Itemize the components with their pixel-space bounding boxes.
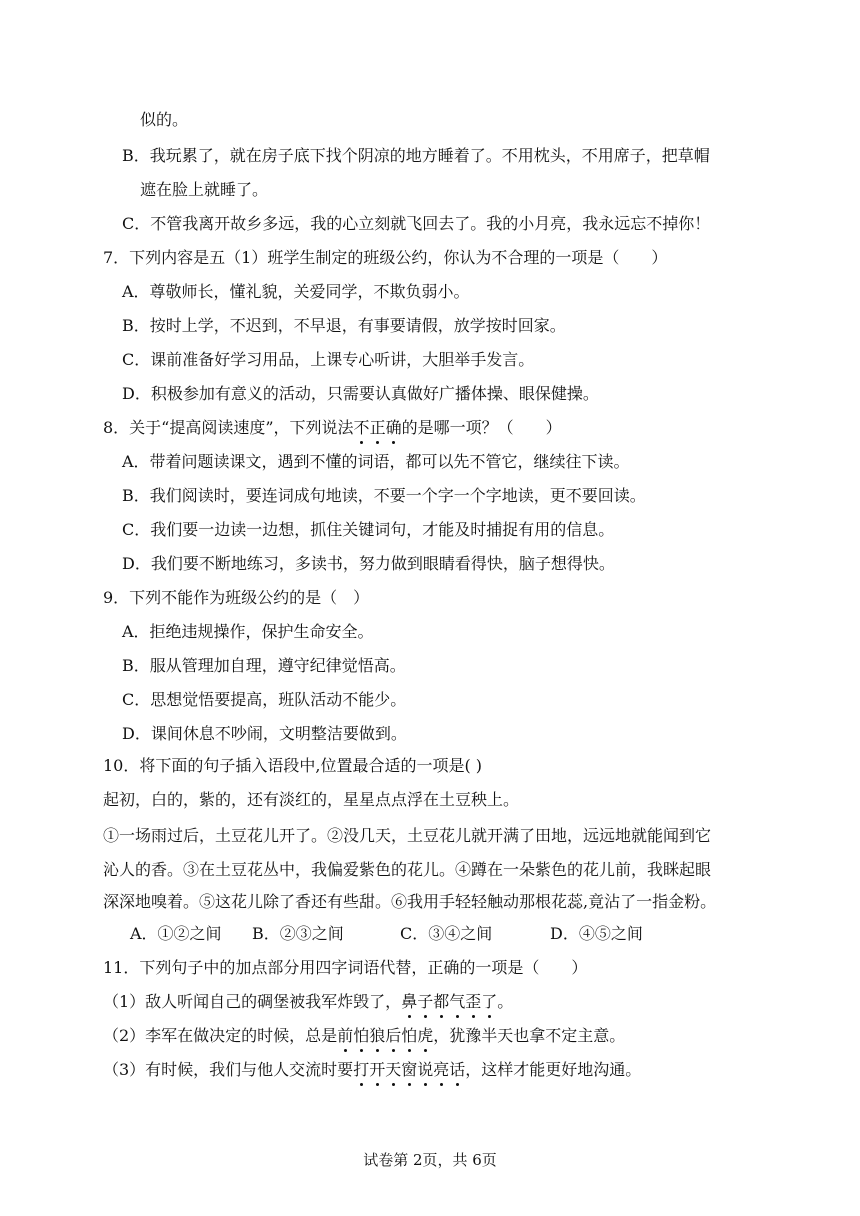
q11-item-1 (103, 992, 513, 1012)
q9-option-d: D．课间休息不吵闹，文明整洁要做到。 (122, 724, 407, 743)
q11-item-3 (103, 1060, 641, 1080)
question-9: 9．下列不能作为班级公约的是（ ） (103, 588, 370, 607)
emphasis-dot-char: 不 (353, 418, 370, 437)
q10-option-c: C．③④之间 (400, 924, 493, 943)
q11-item-2-pre: （2）李军在做决定的时候，总是 (103, 1026, 338, 1045)
question-11: 11．下列句子中的加点部分用四字词语代替，正确的一项是（ ） (103, 958, 588, 977)
q10-passage-line-1: ①一场雨过后，土豆花儿开了。②没几天，土豆花儿就开满了田地，远远地就能闻到它 (103, 826, 712, 845)
q8-option-a: A．带着问题读课文，遇到不懂的词语，都可以先不管它，继续往下读。 (122, 452, 630, 471)
q7-option-d: D．积极参加有意义的活动，只需要认真做好广播体操、眼保健操。 (122, 384, 599, 403)
emphasis-dot-char: 都 (433, 992, 450, 1011)
emphasis-dot-char: 狼 (369, 1026, 386, 1045)
emphasis-dot-char: 前 (337, 1026, 354, 1045)
q8-text-post: 的是哪一项？（ ） (401, 418, 562, 437)
q6-option-b: B．我玩累了，就在房子底下找个阴凉的地方睡着了。不用枕头，不用席子，把草帽 (122, 146, 710, 165)
emphasis-dot-char: 子 (417, 992, 434, 1011)
emphasis-dot-char: 说 (417, 1060, 434, 1079)
q11-item-1-pre: （1）敌人听闻自己的碉堡被我军炸毁了， (103, 992, 402, 1011)
question-8 (103, 418, 562, 438)
q7-option-a: A．尊敬师长，懂礼貌，关爱同学，不欺负弱小。 (122, 282, 470, 301)
text-line-continuation: 似的。 (140, 110, 189, 129)
q11-item-3-pre: （3）有时候，我们与他人交流时要 (103, 1060, 354, 1079)
emphasis-dot-char: 了 (481, 992, 498, 1011)
q8-option-d: D．我们要不断地练习，多读书，努力做到眼睛看得快，脑子想得快。 (122, 554, 615, 573)
emphasis-dot-char: 正 (369, 418, 386, 437)
emphasis-dot-char: 虎 (417, 1026, 434, 1045)
q6-option-b-cont: 遮在脸上就睡了。 (140, 180, 269, 199)
q11-item-3-post: ，这样才能更好地沟通。 (465, 1060, 642, 1079)
emphasis-dot-char: 打 (353, 1060, 370, 1079)
page-footer: 试卷第 2页，共 6页 (363, 1151, 497, 1169)
q8-option-b: B．我们阅读时，要连词成句地读，不要一个字一个字地读，更不要回读。 (122, 486, 646, 505)
emphasis-dot-char: 话 (449, 1060, 466, 1079)
q10-option-b: B．②③之间 (252, 924, 344, 943)
q7-option-b: B．按时上学，不迟到，不早退，有事要请假，放学按时回家。 (122, 316, 566, 335)
q10-passage-line-2: 沁人的香。③在土豆花丛中，我偏爱紫色的花儿。④蹲在一朵紫色的花儿前，我眯起眼 (103, 860, 712, 879)
question-7: 7．下列内容是五（1）班学生制定的班级公约，你认为不合理的一项是（ ） (103, 248, 668, 267)
q8-option-c: C．我们要一边读一边想，抓住关键词句，才能及时捕捉有用的信息。 (122, 520, 615, 539)
q11-item-1-emphasis (401, 992, 497, 1011)
q11-item-3-emphasis (353, 1060, 465, 1079)
q10-passage-line-3: 深深地嗅着。⑤这花儿除了香还有些甜。⑥我用手轻轻触动那根花蕊,竟沾了一指金粉。 (103, 892, 717, 911)
emphasis-dot-char: 亮 (433, 1060, 450, 1079)
q8-text-pre: 8．关于“提高阅读速度”，下列说法 (103, 418, 354, 437)
emphasis-dot-char: 气 (449, 992, 466, 1011)
emphasis-dot-char: 窗 (401, 1060, 418, 1079)
q10-option-a: A．①②之间 (130, 924, 222, 943)
emphasis-dot-char: 怕 (353, 1026, 370, 1045)
q9-option-b: B．服从管理加自理，遵守纪律觉悟高。 (122, 656, 406, 675)
q11-item-2 (103, 1026, 625, 1046)
emphasis-dot-char: 确 (385, 418, 402, 437)
q8-emphasis-dotted (354, 418, 402, 437)
q7-option-c: C．课前准备好学习用品，上课专心听讲，大胆举手发言。 (122, 350, 535, 369)
emphasis-dot-char: 鼻 (401, 992, 418, 1011)
q10-insert-sentence: 起初，白的，紫的，还有淡红的，星星点点浮在土豆秧上。 (103, 790, 520, 809)
q10-option-d: D．④⑤之间 (550, 924, 643, 943)
question-10: 10．将下面的句子插入语段中,位置最合适的一项是( ) (103, 756, 483, 775)
q11-item-1-post: 。 (497, 992, 514, 1011)
emphasis-dot-char: 开 (369, 1060, 386, 1079)
q11-item-2-emphasis (337, 1026, 433, 1045)
q9-option-a: A．拒绝违规操作，保护生命安全。 (122, 622, 374, 641)
q11-item-2-post: ，犹豫半天也拿不定主意。 (433, 1026, 626, 1045)
emphasis-dot-char: 天 (385, 1060, 402, 1079)
q9-option-c: C．思想觉悟要提高，班队活动不能少。 (122, 690, 407, 709)
emphasis-dot-char: 歪 (465, 992, 482, 1011)
q6-option-c: C．不管我离开故乡多远，我的心立刻就飞回去了。我的小月亮，我永远忘不掉你！ (122, 214, 711, 233)
emphasis-dot-char: 怕 (401, 1026, 418, 1045)
emphasis-dot-char: 后 (385, 1026, 402, 1045)
